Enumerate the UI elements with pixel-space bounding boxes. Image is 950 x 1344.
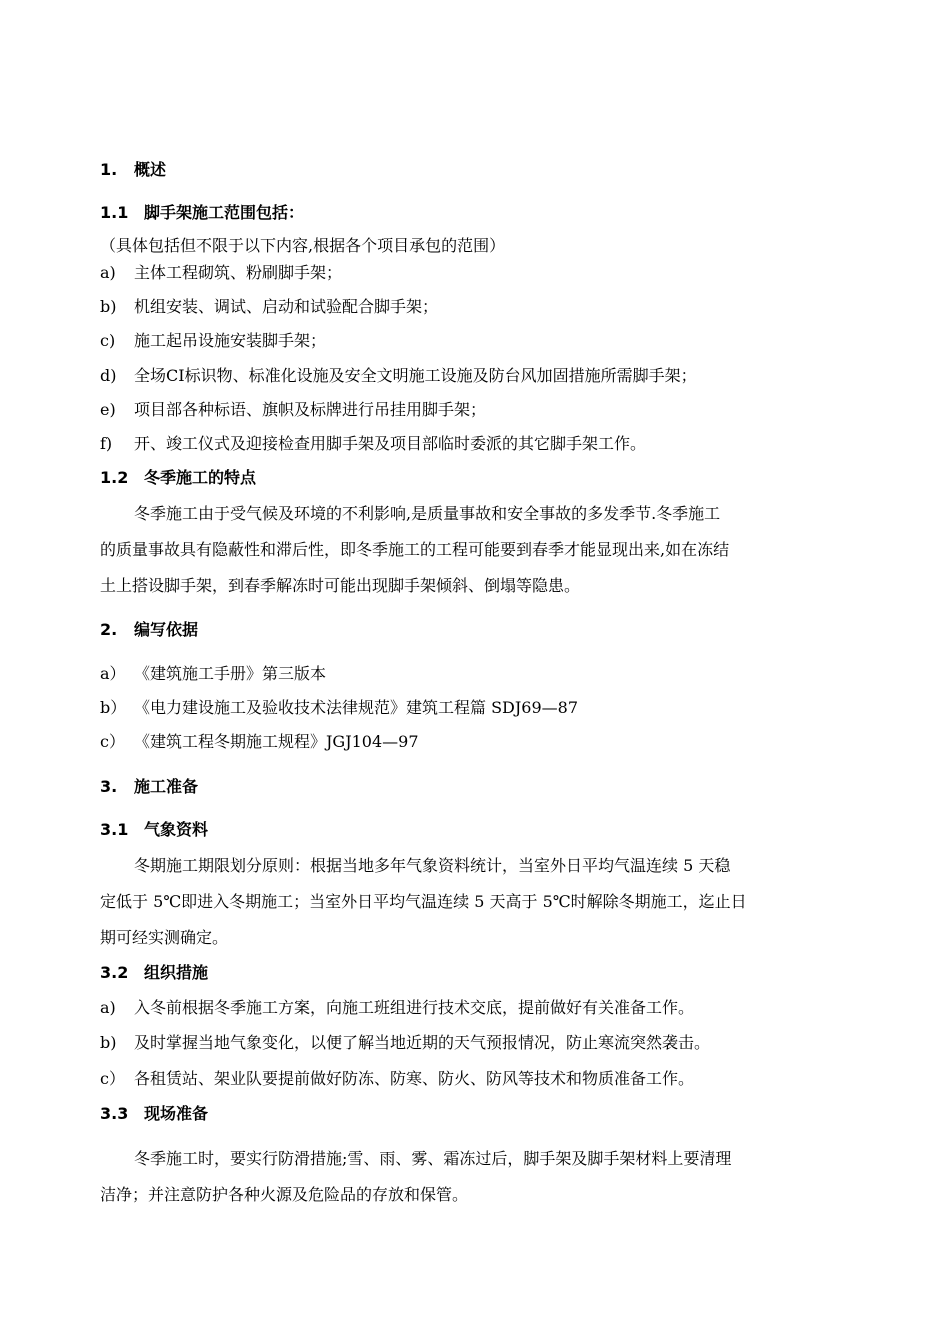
- heading-number: 3.2: [100, 963, 129, 982]
- heading-number: 3.3: [100, 1104, 129, 1123]
- list-marker: c）: [100, 1069, 125, 1088]
- list-marker: e): [100, 400, 116, 419]
- list-marker: b): [100, 1033, 117, 1052]
- list-item: [100, 366, 697, 386]
- heading-title: 概述: [134, 160, 167, 179]
- list-text: 《建筑施工手册》第三版本: [134, 664, 327, 683]
- paragraph-line: 冬期施工期限划分原则：根据当地多年气象资料统计，当室外日平均气温连续 5 天稳: [134, 856, 731, 875]
- heading-1-2: [100, 468, 256, 488]
- list-text: 施工起吊设施安装脚手架；: [134, 331, 327, 350]
- list-marker: d): [100, 366, 117, 385]
- list-item: [100, 698, 578, 718]
- heading-number: 3.: [100, 777, 118, 796]
- heading-3-3: [100, 1104, 208, 1124]
- heading-number: 1.1: [100, 203, 129, 222]
- paragraph-line: 期可经实测确定。: [100, 928, 229, 947]
- list-item: [100, 331, 326, 351]
- list-item: [100, 400, 486, 420]
- list-marker: c）: [100, 732, 125, 751]
- heading-number: 1.: [100, 160, 118, 179]
- heading-title: 气象资料: [144, 820, 209, 839]
- heading-number: 2.: [100, 620, 118, 639]
- heading-title: 编写依据: [134, 620, 199, 639]
- list-marker: f): [100, 434, 113, 453]
- list-text: 及时掌握当地气象变化，以便了解当地近期的天气预报情况，防止寒流突然袭击。: [134, 1033, 711, 1052]
- list-item: [100, 732, 419, 752]
- heading-title: 组织措施: [144, 963, 209, 982]
- list-text: 开、竣工仪式及迎接检查用脚手架及项目部临时委派的其它脚手架工作。: [134, 434, 647, 453]
- list-item: [100, 998, 694, 1018]
- list-text: 各租赁站、架业队要提前做好防冻、防寒、防火、防风等技术和物质准备工作。: [134, 1069, 695, 1088]
- list-marker: a): [100, 263, 116, 282]
- heading-3-1: [100, 820, 208, 840]
- heading-title: 施工准备: [134, 777, 199, 796]
- list-text: 入冬前根据冬季施工方案，向施工班组进行技术交底，提前做好有关准备工作。: [134, 998, 695, 1017]
- list-item: [100, 1069, 694, 1089]
- heading-number: 3.1: [100, 820, 129, 839]
- heading-2: [100, 620, 198, 640]
- list-text: 全场CI标识物、标准化设施及安全文明施工设施及防台风加固措施所需脚手架；: [134, 366, 697, 385]
- paragraph-line: 定低于 5℃即进入冬期施工；当室外日平均气温连续 5 天高于 5℃时解除冬期施工，迄止日: [100, 892, 747, 911]
- list-text: 项目部各种标语、旗帜及标牌进行吊挂用脚手架；: [134, 400, 487, 419]
- list-text: 《建筑工程冬期施工规程》JGJ104—97: [134, 732, 419, 751]
- list-marker: b）: [100, 698, 127, 717]
- list-marker: a）: [100, 664, 126, 683]
- heading-1: [100, 160, 166, 180]
- list-marker: a): [100, 998, 116, 1017]
- paragraph-line: 土上搭设脚手架，到春季解冻时可能出现脚手架倾斜、倒塌等隐患。: [100, 576, 581, 595]
- paragraph-line: 洁净；并注意防护各种火源及危险品的存放和保管。: [100, 1185, 469, 1204]
- list-item: [100, 434, 646, 454]
- list-marker: b): [100, 297, 117, 316]
- heading-title: 冬季施工的特点: [144, 468, 257, 487]
- list-item: [100, 664, 326, 684]
- heading-number: 1.2: [100, 468, 129, 487]
- list-text: 机组安装、调试、启动和试验配合脚手架；: [134, 297, 439, 316]
- scope-note: （具体包括但不限于以下内容,根据各个项目承包的范围）: [100, 236, 506, 255]
- paragraph-line: 冬季施工时，要实行防滑措施;雪、雨、雾、霜冻过后，脚手架及脚手架材料上要清理: [134, 1149, 732, 1168]
- heading-1-1: [100, 203, 304, 223]
- heading-3-2: [100, 963, 208, 983]
- paragraph-line: 的质量事故具有隐蔽性和滞后性，即冬季施工的工程可能要到春季才能显现出来,如在冻结: [100, 540, 730, 559]
- list-item: [100, 1033, 710, 1053]
- list-marker: c): [100, 331, 116, 350]
- list-item: [100, 263, 342, 283]
- list-text: 主体工程砌筑、粉刷脚手架；: [134, 263, 343, 282]
- list-item: [100, 297, 438, 317]
- heading-3: [100, 777, 198, 797]
- heading-title: 现场准备: [144, 1104, 209, 1123]
- heading-title: 脚手架施工范围包括：: [144, 203, 305, 222]
- paragraph-line: 冬季施工由于受气候及环境的不利影响,是质量事故和安全事故的多发季节.冬季施工: [134, 504, 721, 523]
- list-text: 《电力建设施工及验收技术法律规范》建筑工程篇 SDJ69—87: [134, 698, 579, 717]
